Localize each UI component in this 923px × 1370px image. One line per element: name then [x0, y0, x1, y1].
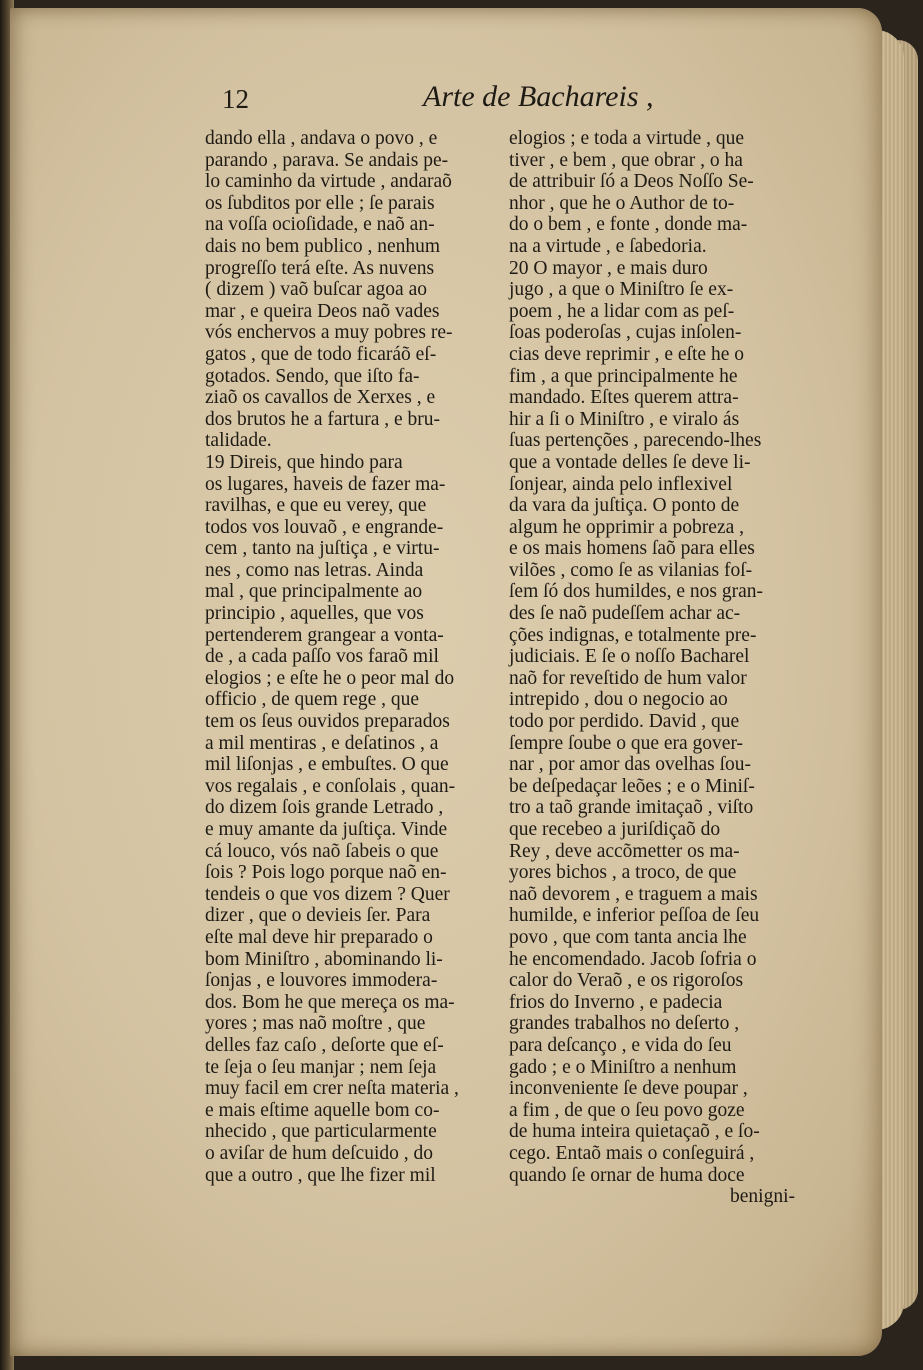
left-column-line: nes , como nas letras. Ainda [205, 559, 424, 581]
right-text-column [509, 128, 809, 1208]
right-column-line: nar , por amor das ovelhas ſou- [509, 754, 752, 776]
right-column-line: grandes trabalhos no deſerto , [509, 1013, 740, 1035]
left-column-line: ziaõ os cavallos de Xerxes , e [205, 387, 436, 409]
right-column-line: cias deve reprimir , e eſte he o [509, 343, 744, 365]
left-column-line: na voſſa ocioſidade, e naõ an- [205, 214, 435, 236]
right-column-line: vilões , como ſe as vilanias foſ- [509, 559, 753, 581]
left-column-line: muy facil em crer neſta materia , [205, 1078, 459, 1100]
left-column-line: mil liſonjas , e embuſtes. O que [205, 754, 449, 776]
left-column-line: vós enchervos a muy pobres re- [205, 322, 453, 344]
left-column-line: te ſeja o ſeu manjar ; nem ſeja [205, 1056, 437, 1078]
left-column-line: do dizem ſois grande Letrado , [205, 797, 444, 819]
page-number: 12 [222, 84, 249, 114]
left-column-line: tendeis o que vos dizem ? Quer [205, 883, 450, 905]
right-column-line: da vara da juſtiça. O ponto de [509, 495, 740, 517]
right-column-line: do o bem , e fonte , donde ma- [509, 214, 748, 236]
left-column-line: tem os ſeus ouvidos preparados [205, 711, 450, 733]
left-column-line: e muy amante da juſtiça. Vinde [205, 819, 448, 840]
right-column-line: e os mais homens ſaõ para elles [509, 538, 755, 560]
left-column-line: progreſſo terá eſte. As nuvens [205, 257, 435, 279]
left-column-line: lo caminho da virtude , andaraõ [205, 171, 452, 193]
left-column-line: que a outro , que lhe fizer mil [205, 1164, 436, 1186]
left-column-line: nhecido , que particularmente [205, 1121, 437, 1143]
right-column-line: povo , que com tanta ancia lhe [509, 926, 747, 948]
left-column-line: dando ella , andava o povo , e [205, 128, 438, 149]
right-column-line: hir a ſi o Miniſtro , e viralo ás [509, 408, 740, 430]
left-column-line: elogios ; e eſte he o peor mal do [205, 667, 455, 689]
left-column-line: pertenderem grangear a vonta- [205, 624, 444, 646]
left-column-line: de , a cada paſſo vos faraõ mil [205, 646, 439, 668]
right-column-line: todo por perdido. David , que [509, 711, 740, 733]
left-column-line: yores ; mas naõ moſtre , que [205, 1013, 426, 1035]
right-column-line: des ſe naõ pudeſſem achar ac- [509, 603, 741, 625]
right-column-line: de attribuir ſó a Deos Noſſo Se- [509, 171, 754, 193]
left-column-line: mar , e queira Deos naõ vades [205, 300, 440, 322]
right-column-line: de huma inteira quietaçaõ , e ſo- [509, 1121, 760, 1143]
right-column-line: yores bichos , a troco, de que [509, 862, 737, 884]
left-column-line: e mais eſtime aquelle bom co- [205, 1099, 440, 1121]
left-column-line: vos regalais , e conſolais , quan- [205, 775, 456, 797]
right-column-line: que a vontade delles ſe deve li- [509, 451, 751, 473]
left-column-line: 19 Direis, que hindo para [205, 451, 403, 473]
left-column-line: cem , tanto na juſtiça , e virtu- [205, 538, 440, 560]
left-column-line: eſte mal deve hir preparado o [205, 926, 433, 948]
left-text-column [205, 128, 507, 1186]
left-column-line: gatos , que de todo ficaráõ eſ- [205, 343, 437, 365]
left-column-line: principio , aquelles, que vos [205, 603, 424, 625]
right-column-line: fim , a que principalmente he [509, 365, 738, 387]
left-column-line: talidade. [205, 430, 272, 452]
left-column-line: ſois ? Pois logo porque naõ en- [205, 862, 447, 884]
right-column-line: gado ; e o Miniſtro a nenhum [509, 1056, 737, 1078]
left-column-line: delles faz caſo , deſorte que eſ- [205, 1034, 444, 1056]
left-column-line: dos. Bom he que mereça os ma- [205, 991, 455, 1013]
right-column-line: judiciais. E ſe o noſſo Bacharel [509, 646, 750, 668]
right-column-line: Rey , deve accõmetter os ma- [509, 840, 740, 862]
right-column-line: quando ſe ornar de huma doce [509, 1164, 745, 1186]
right-column-line: tro a taõ grande imitaçaõ , viſto [509, 797, 754, 819]
right-column-line: a fim , de que o ſeu povo goze [509, 1099, 745, 1121]
right-column-line: be deſpedaçar leões ; e o Miniſ- [509, 775, 755, 797]
left-column-line: dizer , que o devieis ſer. Para [205, 905, 431, 927]
right-column-line: na a virtude , e ſabedoria. [509, 235, 707, 257]
left-column-line: o aviſar de hum deſcuido , do [205, 1142, 433, 1164]
catchword: benigni- [730, 1186, 795, 1208]
right-column-line: elogios ; e toda a virtude , que [509, 128, 745, 149]
left-column-line: mal , que principalmente ao [205, 581, 423, 603]
right-column-line: nhor , que he o Author de to- [509, 192, 735, 214]
right-column-line: poem , he a lidar com as peſ- [509, 300, 735, 322]
right-column-line: algum he opprimir a pobreza , [509, 516, 744, 538]
right-column-line: mandado. Eſtes querem attra- [509, 387, 739, 409]
right-column-line: he encomendado. Jacob ſofria o [509, 948, 757, 970]
left-column-line: os ſubditos por elle ; ſe parais [205, 192, 435, 214]
right-column-line: frios do Inverno , e padecia [509, 991, 723, 1013]
right-column-line: ções indignas, e totalmente pre- [509, 624, 757, 646]
left-column-line: cá louco, vós naõ ſabeis o que [205, 840, 439, 862]
right-column-line: tiver , e bem , que obrar , o ha [509, 149, 743, 171]
right-column-line: ſuas pertenções , parecendo-lhes [509, 430, 762, 452]
right-column-line: ſonjear, ainda pelo inflexivel [509, 473, 733, 495]
right-column-line: ſem ſó dos humildes, e nos gran- [509, 581, 764, 603]
left-column-line: parando , parava. Se andais pe- [205, 149, 449, 171]
left-column-line: bom Miniſtro , abominando li- [205, 948, 443, 970]
left-column-line: ( dizem ) vaõ buſcar agoa ao [205, 279, 427, 301]
right-column-line: naõ devorem , e traguem a mais [509, 883, 758, 905]
right-column-line: ſoas poderoſas , cujas inſolen- [509, 322, 742, 344]
left-column-line: dos brutos he a fartura , e bru- [205, 408, 440, 430]
running-head: Arte de Bachareis , [423, 80, 654, 113]
right-column-line: inconveniente ſe deve poupar , [509, 1078, 748, 1100]
right-column-line: naõ for reveſtido de hum valor [509, 667, 747, 689]
left-column-line: officio , de quem rege , que [205, 689, 420, 711]
right-column-line: para deſcanço , e vida do ſeu [509, 1034, 732, 1056]
right-column-line: jugo , a que o Miniſtro ſe ex- [509, 279, 734, 301]
left-column-line: dais no bem publico , nenhum [205, 235, 441, 257]
left-column-line: ravilhas, e que eu verey, que [205, 495, 427, 517]
right-column-line: humilde, e inferior peſſoa de ſeu [509, 905, 760, 927]
left-column-line: gotados. Sendo, que iſto fa- [205, 365, 420, 387]
left-column-line: a mil mentiras , e deſatinos , a [205, 732, 439, 754]
left-column-line: ſonjas , e louvores immodera- [205, 970, 438, 992]
right-column-line: intrepido , dou o negocio ao [509, 689, 728, 711]
right-column-line: ſempre ſoube o que era gover- [509, 732, 744, 754]
left-column-line: os lugares, haveis de fazer ma- [205, 473, 446, 495]
right-column-line: 20 O mayor , e mais duro [509, 257, 708, 279]
right-column-line: que recebeo a juriſdiçaõ do [509, 819, 721, 840]
right-column-line: cego. Entaõ mais o conſeguirá , [509, 1142, 755, 1164]
left-column-line: todos vos louvaõ , e engrande- [205, 516, 444, 538]
right-column-line: calor do Veraõ , e os rigoroſos [509, 970, 744, 992]
